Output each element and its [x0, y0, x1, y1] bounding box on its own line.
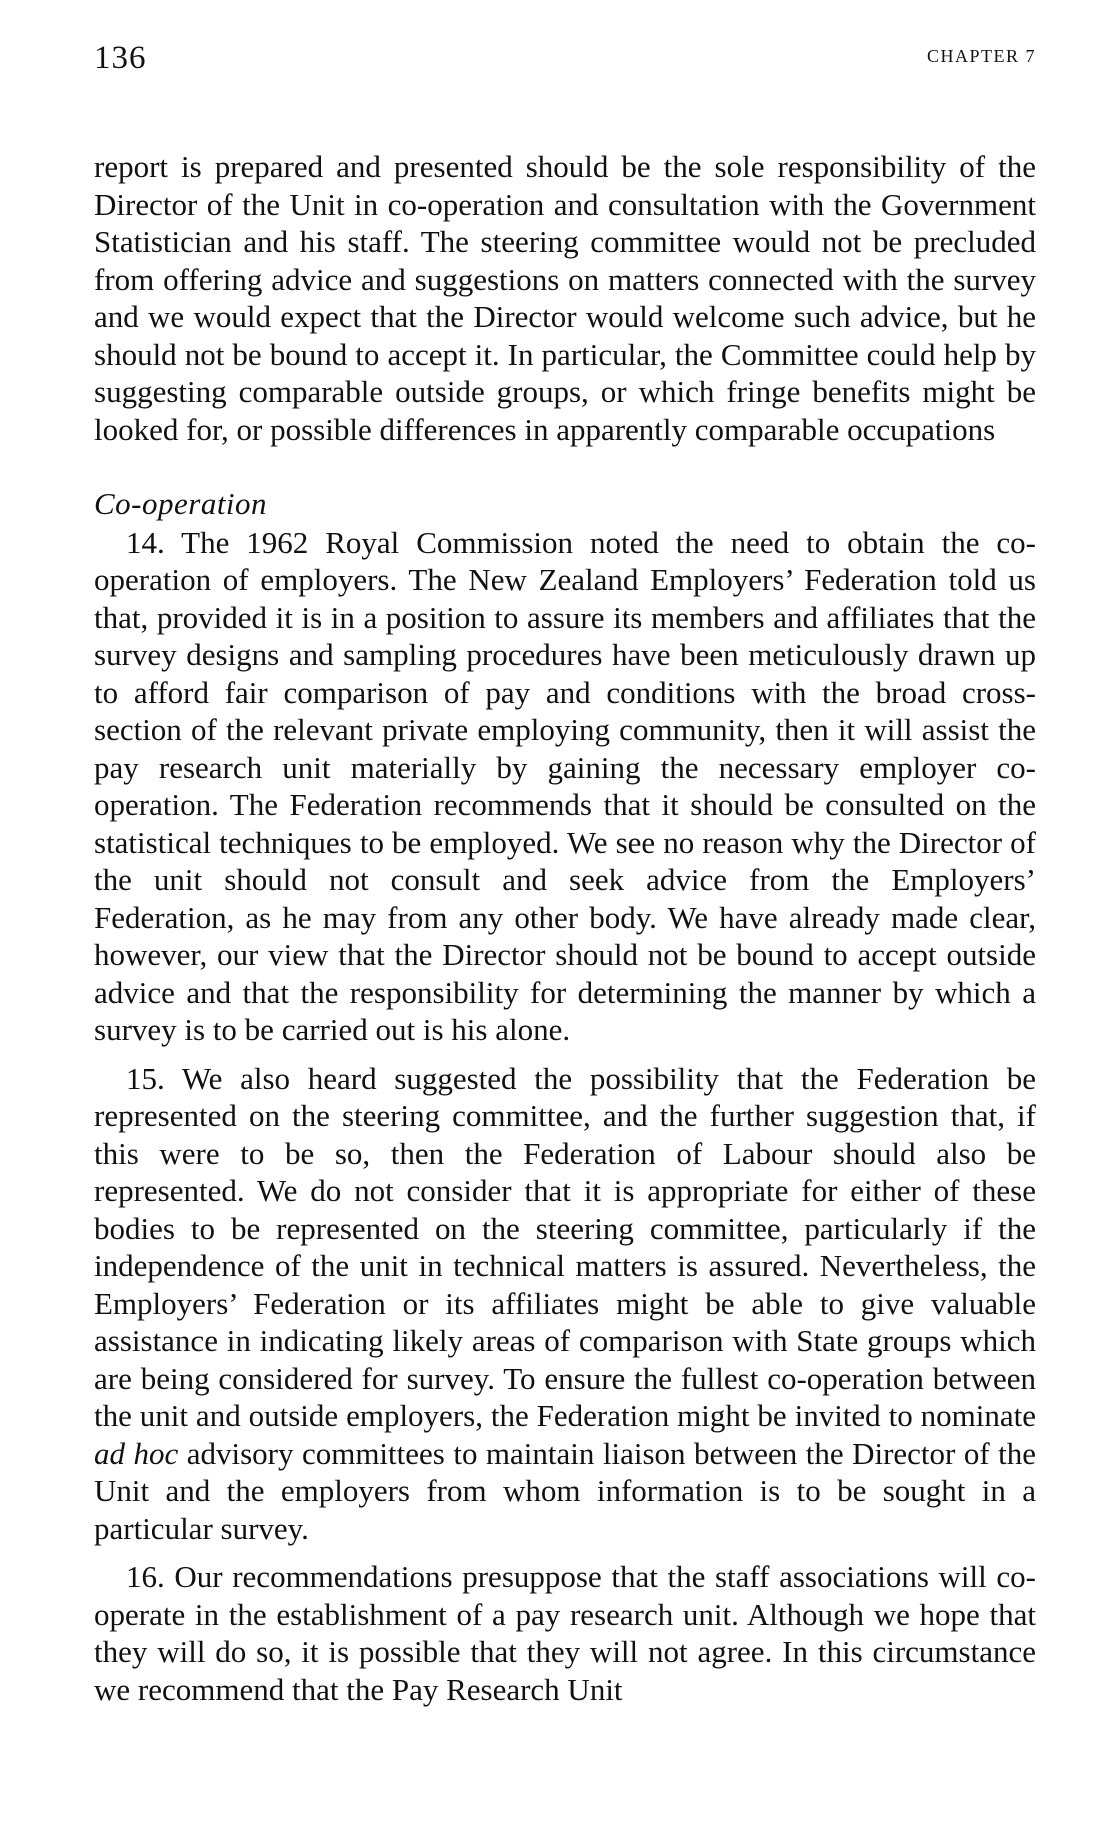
paragraph-continued: report is prepared and presented should be the sole responsibility of the Director of the Unit in co-operation and consultation with the Government Statistician and his staff. The steering committee would not be precluded from offering advice and suggestions on matters connected with the survey and we would expect that the Director would welcome such advice, but he should not be bound to accept it. In particular, the Committee could help by suggesting comparable outside groups, or which fringe benefits might be looked for, or possible differences in apparently comparable occupations: [94, 149, 1036, 447]
running-header: [94, 38, 1036, 88]
paragraph-15-italic-phrase: ad hoc: [94, 1435, 179, 1471]
paragraph-15-text-before: 15. We also heard suggested the possibility that the Federation be represented on the steering committee, and the further suggestion that, if this were to be so, then the Federation of Labour should also be represented. We do not consider that it is appropriate for either of these bodies to be represented on the steering committee, particularly if the independence of the unit in technical matters is assured. Nevertheless, the Employers’ Federation or its affiliates might be able to give valuable assistance in indicating likely areas of comparison with State groups which are being considered for survey. To ensure the fullest co-operation between the unit and outside employers, the Federation might be invited to nominate: [94, 1060, 1036, 1433]
paragraph-16: 16. Our recommendations presuppose that the staff associations will co-operate in the establishment of a pay research unit. Although we hope that they will do so, it is possible that they will not agree. In this circumstance we recommend that the Pay Research Unit: [94, 1559, 1036, 1707]
paragraph-15: [94, 1060, 1036, 1548]
paragraph-14: 14. The 1962 Royal Commission noted the need to obtain the cooperation of employers. The New Zealand Employers’ Federation told us that, provided it is in a position to assure its members and affiliates that the survey designs and sampling procedures have been meticulously drawn up to afford fair comparison of pay and conditions with the broad cross-section of the relevant private employing community, then it will assist the pay research unit materially by gaining the necessary employer co-operation. The Federation recommends that it should be consulted on the statistical techniques to be employed. We see no reason why the Director of the unit should not consult and seek advice from the Employers’ Federation, as he may from any other body. We have already made clear, however, our view that the Director should not be bound to accept outside advice and that the responsibility for determining the manner by which a survey is to be carried out is his alone.: [94, 524, 1036, 1047]
chapter-label: CHAPTER 7: [926, 46, 1036, 66]
paragraph-15-text-after: advisory committees to maintain liaison between the Director of the Unit and the employers from whom information is to be sought in a particular survey.: [94, 1435, 1036, 1546]
body-text: [94, 148, 1036, 1708]
page-number: 136: [94, 40, 147, 76]
section-heading-co-operation: Co-operation: [94, 486, 268, 521]
